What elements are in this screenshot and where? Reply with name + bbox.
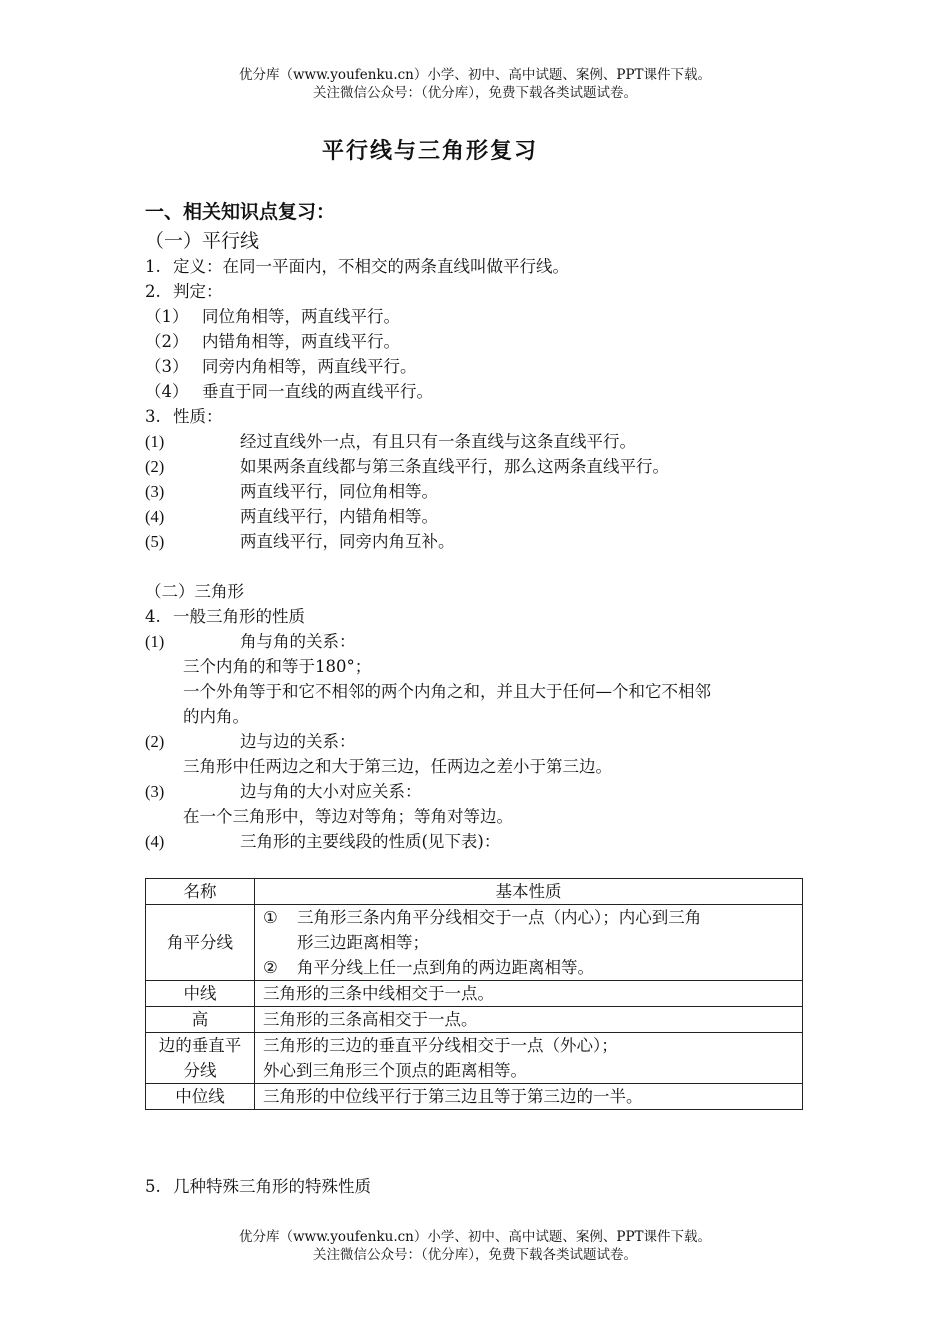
- segment-properties-table: [145, 878, 803, 1110]
- list-item: (4) 三角形的主要线段的性质(见下表)：: [145, 832, 501, 851]
- detail-line: 在一个三角形中，等边对等角；等角对等边。: [183, 807, 513, 826]
- table-cell-property: ① 三角形三条内角平分线相交于一点（内心）；内心到三角 形三边距离相等； ② 角平分线上任一点到角的两边距离相等。: [255, 905, 803, 981]
- table-cell-name: 角平分线: [146, 905, 255, 981]
- table-header-row: [146, 879, 803, 905]
- list-item: （1） 同位角相等，两直线平行。: [145, 307, 400, 326]
- list-item: (3) 两直线平行，同位角相等。: [145, 482, 438, 501]
- table-cell-property: 三角形的三条高相交于一点。: [255, 1007, 803, 1033]
- page-title: 平行线与三角形复习: [321, 138, 538, 164]
- list-item: (4) 两直线平行，内错角相等。: [145, 507, 438, 526]
- page-footer: [0, 1228, 950, 1264]
- table-cell-name: 中位线: [146, 1084, 255, 1110]
- detail-line: 三个内角的和等于180°；: [183, 657, 372, 676]
- property-line: 3. 性质：: [145, 407, 223, 426]
- list-item: (2) 如果两条直线都与第三条直线平行，那么这两条直线平行。: [145, 457, 669, 476]
- list-item: (1) 角与角的关系：: [145, 632, 356, 651]
- table-cell-name: 中线: [146, 981, 255, 1007]
- list-item: (5) 两直线平行，同旁内角互补。: [145, 532, 455, 551]
- table-cell-property: 三角形的三边的垂直平分线相交于一点（外心）； 外心到三角形三个顶点的距离相等。: [255, 1033, 803, 1084]
- table-row: [146, 1084, 803, 1110]
- list-item: （4） 垂直于同一直线的两直线平行。: [145, 382, 433, 401]
- subsection-heading-parallel: （一）平行线: [145, 230, 260, 252]
- subsection-heading-triangle: （二）三角形: [145, 582, 244, 601]
- header-line-1: 优分库（www.youfenku.cn）小学、初中、高中试题、案例、PPT课件下载。: [238, 67, 712, 83]
- table-header-cell: 基本性质: [255, 879, 803, 905]
- table-header-cell: 名称: [146, 879, 255, 905]
- table-cell-property: 三角形的中位线平行于第三边且等于第三边的一半。: [255, 1084, 803, 1110]
- list-item: (2) 边与边的关系：: [145, 732, 356, 751]
- footer-line-2: 关注微信公众号：（优分库），免费下载各类试题试卷。: [313, 1247, 637, 1263]
- section-5-line: 5. 几种特殊三角形的特殊性质: [145, 1177, 371, 1196]
- list-item: (3) 边与角的大小对应关系：: [145, 782, 422, 801]
- table-cell-property: 三角形的三条中线相交于一点。: [255, 981, 803, 1007]
- table-row: [146, 981, 803, 1007]
- table-row: [146, 1007, 803, 1033]
- definition-line: 1. 定义：在同一平面内，不相交的两条直线叫做平行线。: [145, 257, 569, 276]
- judgement-line: 2. 判定：: [145, 282, 223, 301]
- detail-line: 的内角。: [183, 707, 249, 726]
- table-row: [146, 905, 803, 981]
- list-item: (1) 经过直线外一点，有且只有一条直线与这条直线平行。: [145, 432, 636, 451]
- section-heading: 一、相关知识点复习：: [145, 201, 336, 223]
- footer-line-1: 优分库（www.youfenku.cn）小学、初中、高中试题、案例、PPT课件下载。: [238, 1229, 712, 1245]
- detail-line: 三角形中任两边之和大于第三边，任两边之差小于第三边。: [183, 757, 612, 776]
- table-cell-name: 高: [146, 1007, 255, 1033]
- page-header: [0, 66, 950, 102]
- list-item: （3） 同旁内角相等，两直线平行。: [145, 357, 417, 376]
- table-cell-name: 边的垂直平 分线: [146, 1033, 255, 1084]
- header-line-2: 关注微信公众号：（优分库），免费下载各类试题试卷。: [313, 85, 637, 101]
- list-item: （2） 内错角相等，两直线平行。: [145, 332, 400, 351]
- detail-line: 一个外角等于和它不相邻的两个内角之和，并且大于任何—个和它不相邻: [183, 682, 711, 701]
- general-property-line: 4. 一般三角形的性质: [145, 607, 305, 626]
- table-row: [146, 1033, 803, 1084]
- document-body: [145, 196, 810, 1110]
